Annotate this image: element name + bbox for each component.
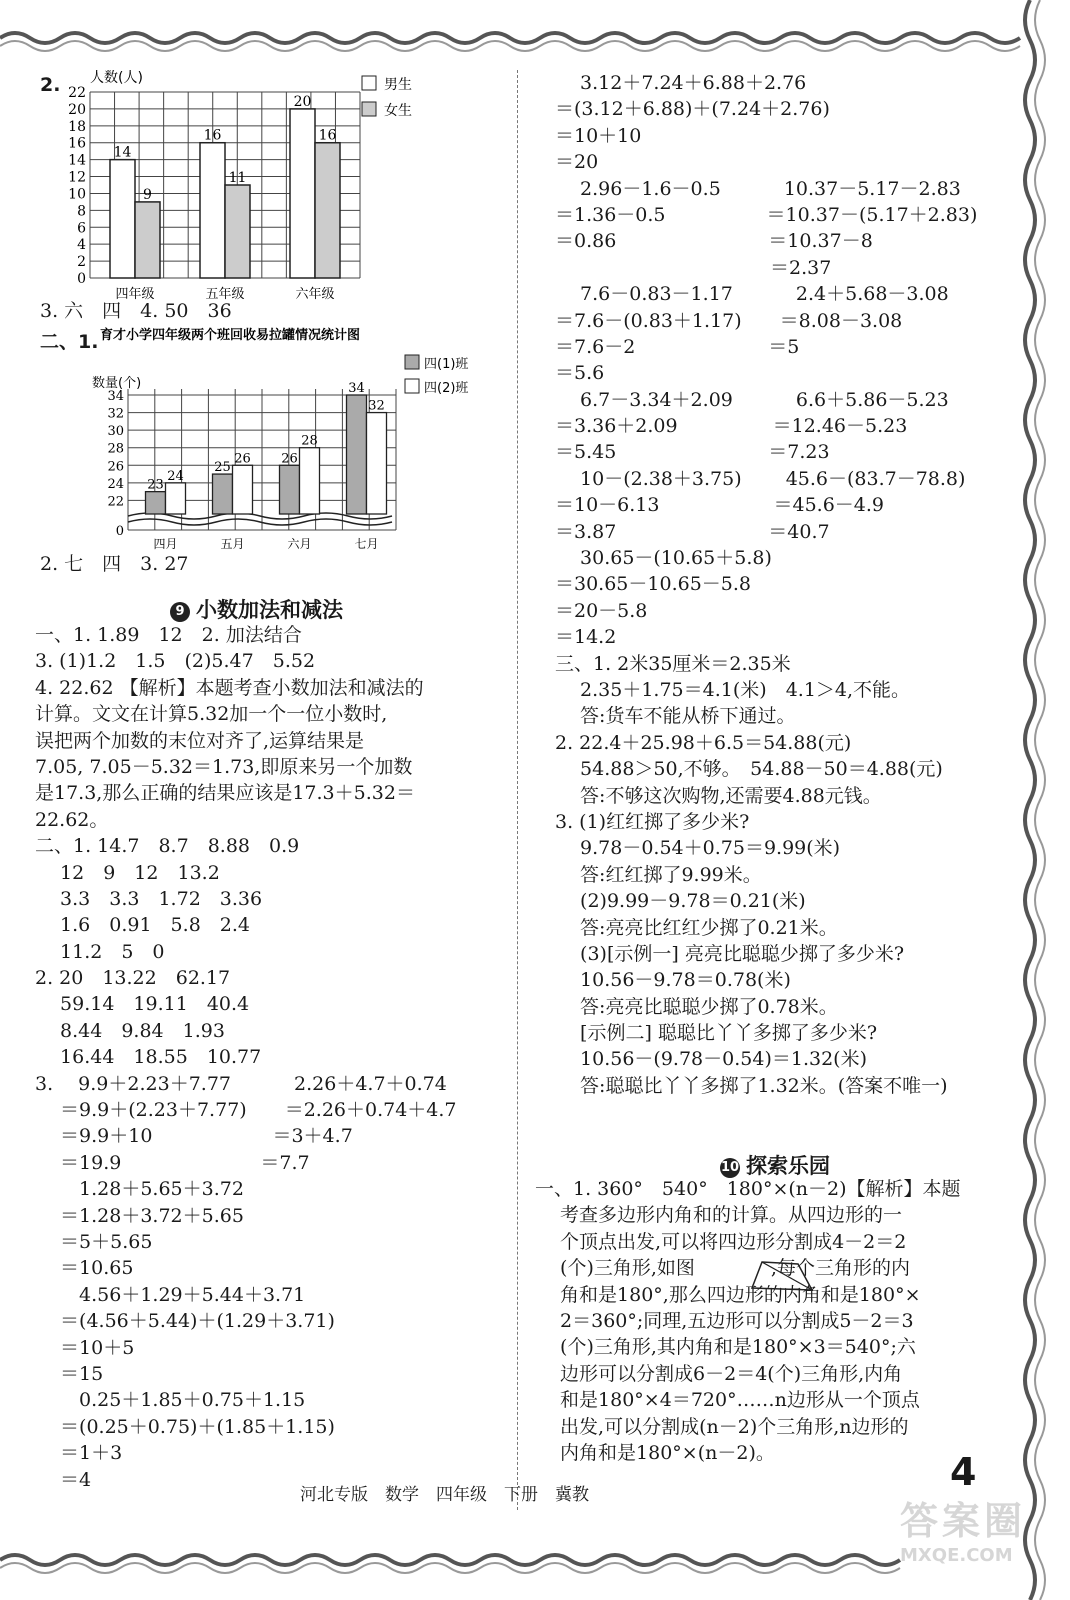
text-line: 10.56－9.78＝0.78(米) <box>555 969 791 992</box>
text-line: ＝3.36＋2.09 ＝12.46－5.23 <box>555 415 908 438</box>
text-line: 2.35＋1.75＝4.1(米) 4.1＞4,不能。 <box>555 678 911 701</box>
text-line: 9.78－0.54＋0.75＝9.99(米) <box>555 837 841 860</box>
text-line: 59.14 19.11 40.4 <box>35 993 250 1016</box>
text-line: 0.25＋1.85＋0.75＋1.15 <box>35 1389 306 1412</box>
watermark-logo <box>900 1490 1050 1590</box>
text-line: ＝1.36－0.5 ＝10.37－(5.17＋2.83) <box>555 203 978 226</box>
section9-number-badge: 9 <box>170 602 190 622</box>
text-line: 3. (1)红红掷了多少米? <box>555 810 750 833</box>
legend-swatch <box>362 102 376 116</box>
text-line: 7.6－0.83－1.17 2.4＋5.68－3.08 <box>555 283 949 306</box>
y-tick-label: 26 <box>107 459 124 475</box>
text-line: 4. 22.62 【解析】本题考查小数加法和减法的 <box>35 676 424 699</box>
legend-label: 女生 <box>384 103 412 119</box>
section9-title <box>170 594 343 624</box>
text-line: ＝(3.12＋6.88)＋(7.24＋2.76) <box>555 98 830 121</box>
text-line: 8.44 9.84 1.93 <box>35 1019 225 1042</box>
legend-swatch <box>405 379 419 393</box>
y-tick-label: 14 <box>68 152 86 169</box>
text-line: 10－(2.38＋3.75) 45.6－(83.7－78.8) <box>555 467 966 490</box>
text-line: 16.44 18.55 10.77 <box>35 1046 262 1069</box>
text-line: ＝(0.25＋0.75)＋(1.85＋1.15) <box>35 1415 335 1438</box>
text-line: 误把两个加数的末位对齐了,运算结果是 <box>35 729 365 752</box>
text-line: ＝9.9＋(2.23＋7.77) ＝2.26＋0.74＋4.7 <box>35 1099 457 1122</box>
text-line: (个)三角形,如图 ,每个三角形的内 <box>535 1257 910 1280</box>
chart-title: 育才小学四年级两个班回收易拉罐情况统计图 <box>100 328 361 343</box>
y-tick-label: 30 <box>107 424 124 440</box>
y-tick-label: 12 <box>68 169 86 186</box>
bar-四(2)班 <box>166 483 186 514</box>
y-tick-label: 28 <box>107 441 124 457</box>
text-line: ＝19.9 ＝7.7 <box>35 1151 310 1174</box>
text-line: 是17.3,那么正确的结果应该是17.3＋5.32＝ <box>35 782 415 805</box>
text-line: ＝5.6 <box>555 362 605 385</box>
text-line: (2)9.99－9.78＝0.21(米) <box>555 890 806 913</box>
y-tick-label: 2 <box>77 254 86 271</box>
text-line: (3)[示例一] 亮亮比聪聪少掷了多少米? <box>555 942 905 965</box>
text-line: 出发,可以分割成(n－2)个三角形,n边形的 <box>535 1415 909 1438</box>
text-line: ＝30.65－10.65－5.8 <box>555 573 752 596</box>
x-tick-label: 六月 <box>287 537 312 550</box>
text-line: ＝10.65 <box>35 1257 134 1280</box>
text-line: ＝14.2 <box>555 626 617 649</box>
top-wavy-border <box>0 0 1070 60</box>
text-line: 一、1. 1.89 12 2. 加法结合 <box>35 624 302 646</box>
chart2-item-label: 二、1. <box>40 331 99 353</box>
text-line: 计算。文文在计算5.32加一个一位小数时, <box>35 703 388 726</box>
bar-四(2)班 <box>367 413 387 514</box>
bar-男生 <box>110 160 135 278</box>
data-label: 26 <box>281 451 298 467</box>
text-line: ＝2.37 <box>555 256 832 279</box>
text-line: ＝1.28＋3.72＋5.65 <box>35 1204 244 1227</box>
text-line: ＝10＋10 <box>555 124 642 147</box>
text-line: 1.28＋5.65＋3.72 <box>35 1178 244 1201</box>
x-tick-label: 五月 <box>220 537 245 550</box>
text-line: 2＝360°;同理,五边形可以分割成5－2＝3 <box>535 1309 914 1332</box>
text-line: 54.88＞50,不够。 54.88－50＝4.88(元) <box>555 758 943 781</box>
y-tick-label: 34 <box>107 389 124 404</box>
text-line: ＝1＋3 <box>35 1442 123 1465</box>
text-line: 边形可以分割成6－2＝4(个)三角形,内角 <box>535 1362 903 1385</box>
legend-swatch <box>405 355 419 369</box>
text-line: 3.12＋7.24＋6.88＋2.76 <box>555 72 807 94</box>
y-tick-label: 16 <box>68 135 86 152</box>
watermark-line2: MXQE.COM <box>900 1545 1013 1566</box>
text-line: ＝0.86 ＝10.37－8 <box>555 230 873 253</box>
data-label: 11 <box>228 170 247 186</box>
text-line: 三、1. 2米35厘米＝2.35米 <box>555 652 791 675</box>
text-line: 1.6 0.91 5.8 2.4 <box>35 914 250 937</box>
text-line: ＝7.6－2 ＝5 <box>555 335 800 358</box>
right-wavy-border <box>1000 0 1070 1600</box>
y-tick-label: 10 <box>68 186 86 203</box>
text-line: (个)三角形,其内角和是180°×3＝540°;六 <box>535 1336 916 1359</box>
bar-四(1)班 <box>213 474 233 514</box>
bar-男生 <box>200 143 225 278</box>
legend-label: 四(1)班 <box>424 357 469 372</box>
text-line: ＝20－5.8 <box>555 599 648 622</box>
quadrilateral-figure <box>750 1258 816 1294</box>
bar-四(2)班 <box>233 465 253 514</box>
data-label: 16 <box>318 127 337 144</box>
text-line: 10.56－(9.78－0.54)＝1.32(米) <box>555 1048 867 1071</box>
data-label: 34 <box>348 381 365 396</box>
bar-四(1)班 <box>146 492 166 514</box>
text-line: 3. (1)1.2 1.5 (2)5.47 5.52 <box>35 650 316 673</box>
text-line: 12 9 12 13.2 <box>35 861 220 884</box>
x-tick-label: 七月 <box>354 537 379 550</box>
text-line: 答:亮亮比聪聪少掷了0.78米。 <box>555 995 838 1018</box>
bar-四(1)班 <box>347 395 367 514</box>
data-label: 14 <box>113 144 132 161</box>
page-number: 4 <box>950 1450 977 1494</box>
text-line: 4.56＋1.29＋5.44＋3.71 <box>35 1283 306 1306</box>
data-label: 28 <box>301 433 318 449</box>
y-tick-label: 22 <box>68 85 86 101</box>
text-line: 3.3 3.3 1.72 3.36 <box>35 887 263 910</box>
text-line: 答:货车不能从桥下通过。 <box>555 705 796 728</box>
text-line: ＝4 <box>35 1468 92 1491</box>
y-tick-label: 0 <box>77 271 86 287</box>
y-tick-label: 0 <box>115 524 124 539</box>
text-line: 30.65－(10.65＋5.8) <box>555 547 772 570</box>
text-line: 角和是180°,那么四边形的内角和是180°× <box>535 1283 921 1306</box>
legend-label: 四(2)班 <box>424 381 469 396</box>
chart1-item-label: 2. <box>40 74 61 96</box>
data-label: 24 <box>167 468 184 484</box>
text-line: ＝3.87 ＝40.7 <box>555 520 830 543</box>
text-line: ＝7.6－(0.83＋1.17) ＝8.08－3.08 <box>555 309 903 332</box>
y-axis-label: 数量(个) <box>92 376 142 391</box>
bar-女生 <box>225 185 250 278</box>
x-tick-label: 四月 <box>153 537 178 550</box>
text-line: 和是180°×4＝720°……n边形从一个顶点 <box>535 1389 920 1412</box>
x-tick-label: 四年级 <box>115 287 155 302</box>
text-line: 一、1. 360° 540° 180°×(n－2)【解析】本题 <box>535 1178 961 1200</box>
text-line: [示例二] 聪聪比丫丫多掷了多少米? <box>555 1022 878 1045</box>
text-line: 个顶点出发,可以将四边形分割成4－2＝2 <box>535 1230 907 1253</box>
data-label: 16 <box>203 127 222 144</box>
x-tick-label: 六年级 <box>295 287 335 302</box>
text-line: 7.05, 7.05－5.32＝1.73,即原来另一个加数 <box>35 755 413 778</box>
page-footer: 河北专版 数学 四年级 下册 冀教 <box>300 1485 589 1505</box>
bar-四(2)班 <box>300 448 320 514</box>
data-label: 9 <box>143 186 152 203</box>
data-label: 32 <box>368 398 385 414</box>
text-line: ＝10＋5 <box>35 1336 135 1359</box>
data-label: 20 <box>293 93 312 110</box>
text-line: ＝(4.56＋5.44)＋(1.29＋3.71) <box>35 1310 335 1333</box>
y-axis-label: 人数(人) <box>90 70 143 86</box>
bar-四(1)班 <box>280 465 300 514</box>
text-line: 22.62。 <box>35 808 109 831</box>
text-line: ＝20 <box>555 151 599 174</box>
cans-bar-chart <box>60 325 500 550</box>
y-tick-label: 18 <box>68 118 86 135</box>
watermark-line1: 答案圈 <box>900 1499 1027 1543</box>
column-divider <box>517 70 518 1510</box>
bar-女生 <box>135 202 160 278</box>
legend-swatch <box>362 76 376 90</box>
text-line: 2.96－1.6－0.5 10.37－5.17－2.83 <box>555 177 961 200</box>
bar-男生 <box>290 109 315 278</box>
gender-bar-chart <box>60 70 460 305</box>
text-line: 答:聪聪比丫丫多掷了1.32米。(答案不唯一) <box>555 1074 948 1097</box>
section10-answers <box>535 1176 961 1466</box>
text-line: 2. 七 四 3. 27 <box>40 553 189 575</box>
text-line: ＝15 <box>35 1362 104 1385</box>
right-column-answers <box>555 70 977 1099</box>
text-line: 11.2 5 0 <box>35 940 165 963</box>
text-line: 内角和是180°×(n－2)。 <box>535 1441 775 1464</box>
text-line: 3. 9.9＋2.23＋7.77 2.26＋4.7＋0.74 <box>35 1072 447 1095</box>
text-line: ＝5.45 ＝7.23 <box>555 441 830 464</box>
section10-title-text: 探索乐园 <box>746 1154 830 1178</box>
legend-label: 男生 <box>384 77 412 93</box>
y-tick-label: 22 <box>107 494 124 510</box>
text-line: ＝5＋5.65 <box>35 1230 153 1253</box>
text-line: 6.7－3.34＋2.09 6.6＋5.86－5.23 <box>555 388 949 411</box>
y-tick-label: 20 <box>68 101 86 118</box>
text-line: 2. 20 13.22 62.17 <box>35 967 231 990</box>
axis-break-mark <box>128 519 392 525</box>
text-line: 答:亮亮比红红少掷了0.21米。 <box>555 916 838 939</box>
y-tick-label: 24 <box>107 476 124 492</box>
text-line: 二、1. 14.7 8.7 8.88 0.9 <box>35 835 300 858</box>
data-label: 23 <box>147 477 164 493</box>
left-mid-lines <box>40 551 189 577</box>
bar-女生 <box>315 143 340 278</box>
data-label: 25 <box>214 460 231 476</box>
text-line: 考查多边形内角和的计算。从四边形的一 <box>535 1204 903 1227</box>
y-tick-label: 6 <box>77 220 86 237</box>
y-tick-label: 8 <box>77 203 86 220</box>
data-label: 26 <box>234 451 251 467</box>
text-line: 答:红红掷了9.99米。 <box>555 863 762 886</box>
y-tick-label: 4 <box>77 237 86 254</box>
section10-number-badge: 10 <box>720 1158 740 1178</box>
text-line: 2. 22.4＋25.98＋6.5＝54.88(元) <box>555 731 852 754</box>
text-line: 3. 六 四 4. 50 36 <box>40 300 232 322</box>
text-line: 答:不够这次购物,还需要4.88元钱。 <box>555 784 882 807</box>
text-line: ＝10－6.13 ＝45.6－4.9 <box>555 494 885 517</box>
text-line: ＝9.9＋10 ＝3＋4.7 <box>35 1125 353 1148</box>
section9-title-text: 小数加法和减法 <box>196 598 343 622</box>
y-tick-label: 32 <box>107 406 124 422</box>
x-tick-label: 五年级 <box>205 287 245 302</box>
left-top-lines <box>40 298 232 324</box>
left-column-answers <box>35 622 457 1493</box>
